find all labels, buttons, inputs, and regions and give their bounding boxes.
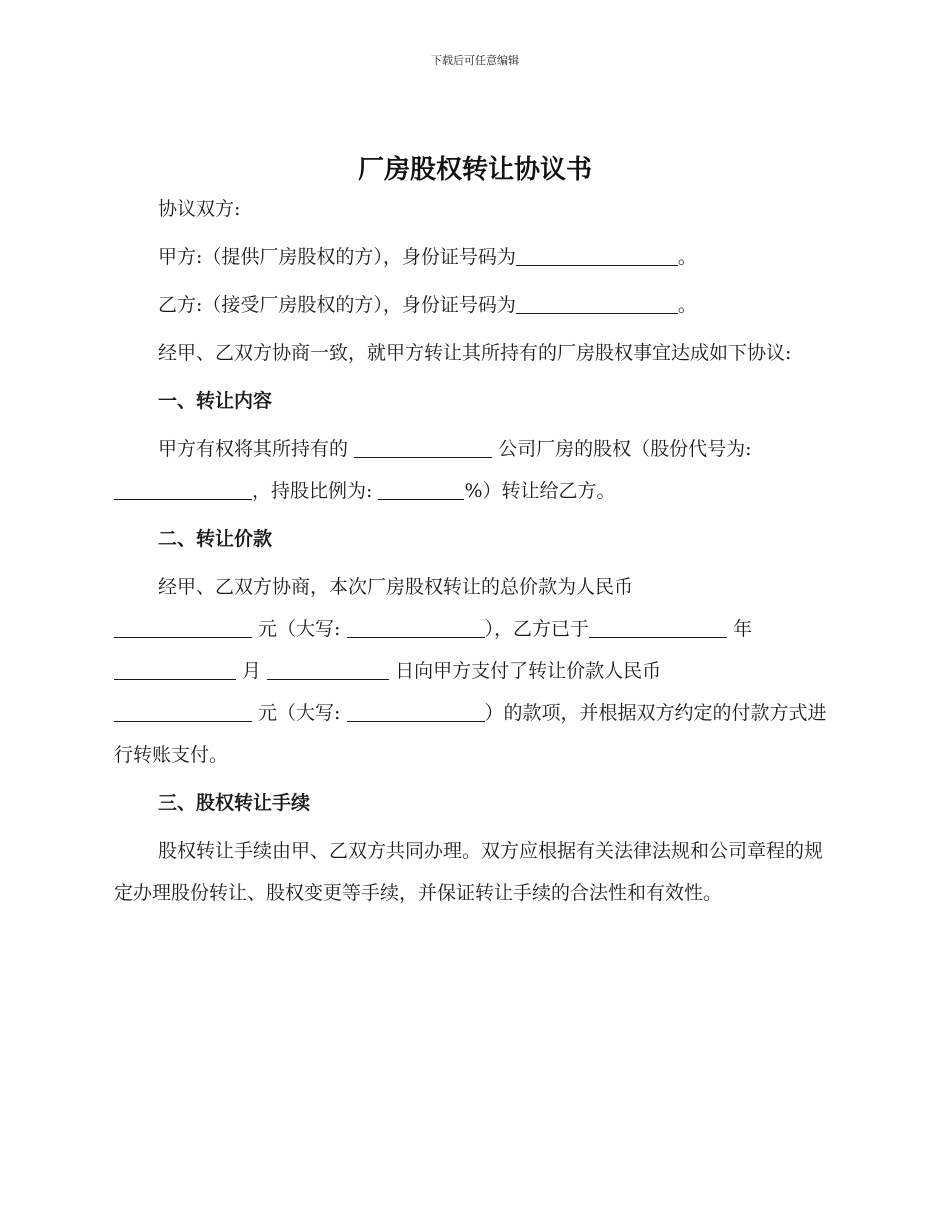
section1-text-c: ，持股比例为: (252, 480, 373, 502)
section3-paragraph: 股权转让手续由甲、乙双方共同办理。双方应根据有关法律法规和公司章程的规定办理股份转让、股权变更等手续，并保证转让手续的合法性和有效性。 (114, 840, 824, 904)
section2-paragraph (114, 566, 838, 776)
price-amount-blank[interactable] (114, 615, 252, 638)
section2-yuan-label: 元（大写: (258, 618, 341, 640)
paid-amount-blank[interactable] (114, 699, 252, 722)
stock-code-blank[interactable] (114, 477, 252, 500)
section2-heading: 二、转让价款 (158, 528, 273, 550)
intro-line: 协议双方: (158, 198, 241, 220)
share-ratio-blank[interactable] (378, 477, 464, 500)
section1-paragraph (114, 428, 838, 512)
party-a-end: 。 (677, 246, 697, 268)
section1-heading: 一、转让内容 (158, 390, 273, 412)
party-b-label: 乙方:（接受厂房股权的方），身份证号码为 (158, 294, 516, 316)
section1-text-b: 公司厂房的股权（股份代号为: (498, 438, 752, 460)
company-name-blank[interactable] (354, 435, 492, 458)
section2-line1: 经甲、乙双方协商，本次厂房股权转让的总价款为人民币 (158, 576, 634, 598)
pay-year-blank[interactable] (589, 615, 727, 638)
pay-day-blank[interactable] (267, 657, 389, 680)
section2-year-label: 年 (733, 618, 753, 640)
section3-heading: 三、股权转让手续 (158, 792, 311, 814)
section2-month-label: 月 (242, 660, 262, 682)
section2-tail: ）的款项，并根据双方约定的付款方式进行转账支付。 (114, 702, 827, 766)
paid-capital-blank[interactable] (347, 699, 485, 722)
party-a-label: 甲方:（提供厂房股权的方），身份证号码为 (158, 246, 516, 268)
party-a-line (114, 236, 838, 278)
section1-text-a: 甲方有权将其所持有的 (158, 438, 349, 460)
party-b-end: 。 (677, 294, 697, 316)
section1-text-d: %）转让给乙方。 (464, 480, 616, 502)
section2-day-text: 日向甲方支付了转让价款人民币 (395, 660, 662, 682)
section2-yuan2-label: 元（大写: (258, 702, 341, 724)
document-body (114, 188, 838, 914)
preamble-paragraph: 经甲、乙双方协商一致，就甲方转让其所持有的厂房股权事宜达成如下协议: (158, 342, 792, 364)
price-capital-blank[interactable] (347, 615, 485, 638)
pay-month-blank[interactable] (114, 657, 236, 680)
section2-paid-prefix: ），乙方已于 (484, 618, 590, 640)
document-title: 厂房股权转让协议书 (357, 155, 592, 185)
party-b-id-blank[interactable] (516, 291, 678, 314)
page-header: 下载后可任意编辑 (431, 54, 519, 67)
party-a-id-blank[interactable] (516, 243, 678, 266)
party-b-line (114, 284, 838, 326)
